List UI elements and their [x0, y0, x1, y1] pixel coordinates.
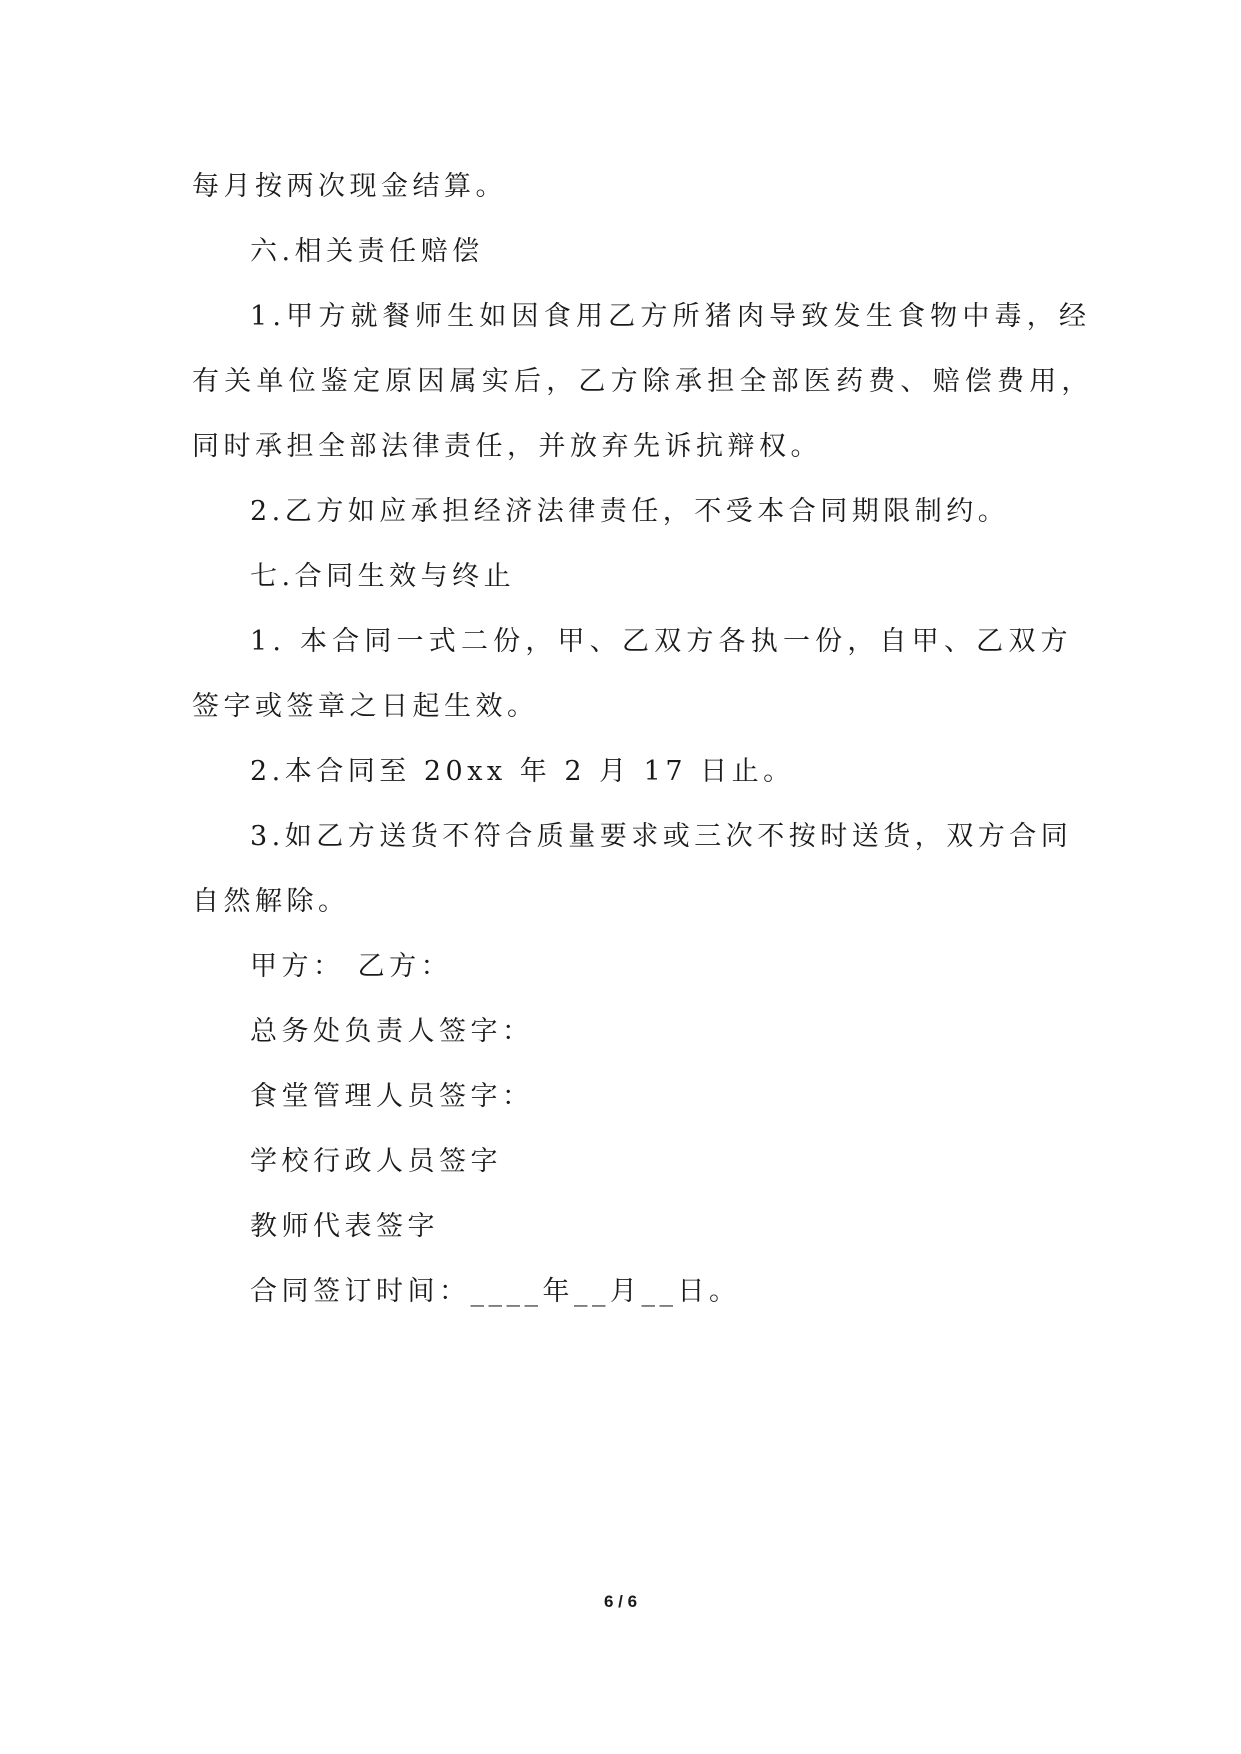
text-line: 2.乙方如应承担经济法律责任，不受本合同期限制约。 — [250, 496, 1010, 527]
text-line: 2.本合同至 20xx 年 2 月 17 日止。 — [250, 756, 795, 787]
text-line: 同时承担全部法律责任，并放弃先诉抗辩权。 — [192, 431, 822, 462]
text-line: 签字或签章之日起生效。 — [192, 691, 539, 722]
text-line: 1.甲方就餐师生如因食用乙方所猪肉导致发生食物中毒，经 — [250, 301, 1092, 332]
text-line: 每月按两次现金结算。 — [192, 171, 507, 202]
section-heading: 七.合同生效与终止 — [250, 561, 516, 592]
signature-line: 总务处负责人签字： — [250, 1016, 534, 1047]
text-line: 1. 本合同一式二份，甲、乙双方各执一份，自甲、乙双方 — [250, 626, 1073, 657]
signature-parties: 甲方： 乙方： — [250, 951, 453, 982]
section-heading: 六.相关责任赔偿 — [250, 236, 484, 267]
text-line: 3.如乙方送货不符合质量要求或三次不按时送货，双方合同 — [250, 821, 1073, 852]
text-line: 自然解除。 — [192, 886, 350, 917]
signature-line: 食堂管理人员签字： — [250, 1081, 534, 1112]
signature-line: 学校行政人员签字 — [250, 1146, 502, 1177]
document-body — [192, 154, 1094, 1324]
signing-date-line: 合同签订时间：____年__月__日。 — [250, 1276, 741, 1307]
text-line: 有关单位鉴定原因属实后，乙方除承担全部医药费、赔偿费用， — [192, 366, 1094, 397]
signature-line: 教师代表签字 — [250, 1211, 439, 1242]
page-number: 6 / 6 — [603, 1592, 638, 1611]
